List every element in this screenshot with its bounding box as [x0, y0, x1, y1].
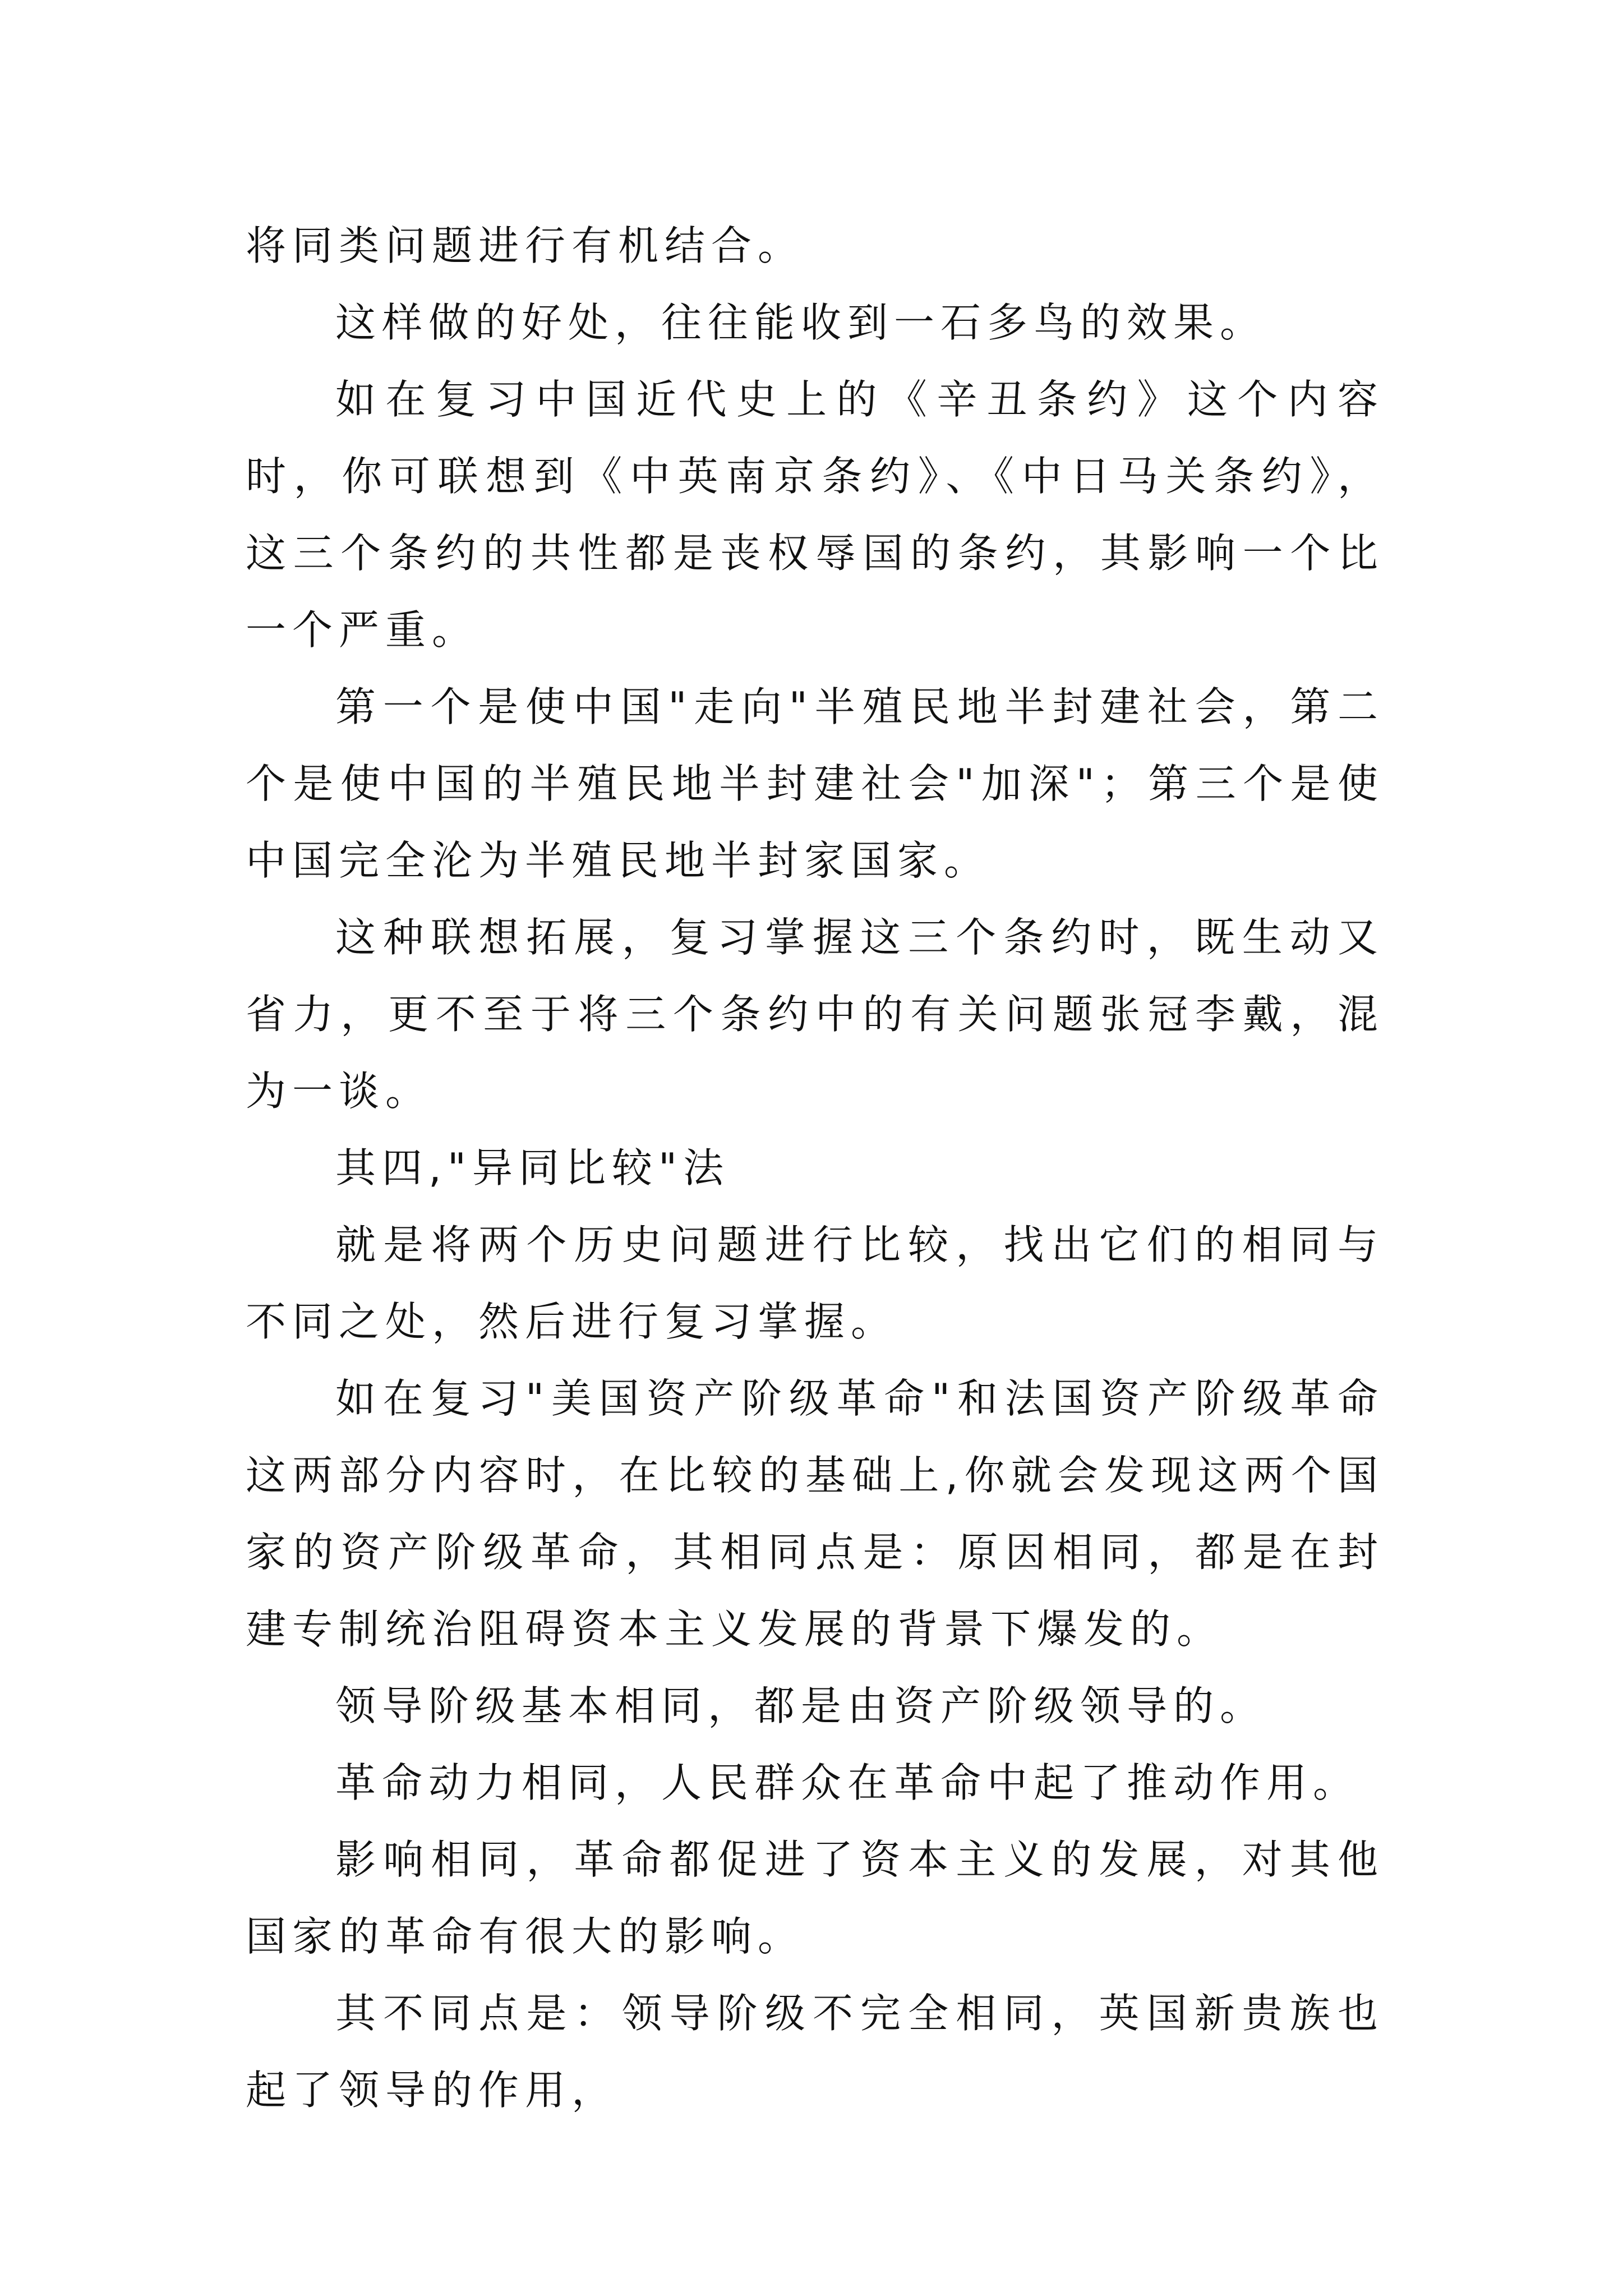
paragraph-10: 革命动力相同，人民群众在革命中起了推动作用。 [335, 1759, 1360, 1806]
paragraph-8: 如在复习"美国资产阶级革命"和法国资产阶级革命这两部分内容时，在比较的基础上,你就会发现这两个国家的资产阶级革命，其相同点是：原因相同，都是在封建专制统治阻碍资本主义发展的背景下爆发的。 [246, 1375, 1384, 1653]
document-body [246, 208, 1384, 2129]
paragraph-9: 领导阶级基本相同，都是由资产阶级领导的。 [335, 1682, 1267, 1729]
paragraph-7: 就是将两个历史问题进行比较，找出它们的相同与不同之处，然后进行复习掌握。 [246, 1221, 1384, 1345]
paragraph-1: 将同类问题进行有机结合。 [246, 222, 805, 269]
paragraph-12: 其不同点是：领导阶级不完全相同，英国新贵族也起了领导的作用， [246, 1990, 1384, 2114]
paragraph-3: 如在复习中国近代史上的《辛丑条约》这个内容时，你可联想到《中英南京条约》、《中日马关条约》，这三个条约的共性都是丧权辱国的条约，其影响一个比一个严重。 [246, 376, 1384, 654]
section-heading: 其四,"异同比较"法 [335, 1144, 730, 1191]
paragraph-5: 这种联想拓展，复习掌握这三个条约时，既生动又省力，更不至于将三个条约中的有关问题张冠李戴，混为一谈。 [246, 914, 1384, 1115]
paragraph-2: 这样做的好处，往往能收到一石多鸟的效果。 [335, 299, 1267, 346]
paragraph-11: 影响相同，革命都促进了资本主义的发展，对其他国家的革命有很大的影响。 [246, 1836, 1384, 1960]
paragraph-4: 第一个是使中国"走向"半殖民地半封建社会，第二个是使中国的半殖民地半封建社会"加深"；第三个是使中国完全沦为半殖民地半封家国家。 [246, 683, 1384, 884]
